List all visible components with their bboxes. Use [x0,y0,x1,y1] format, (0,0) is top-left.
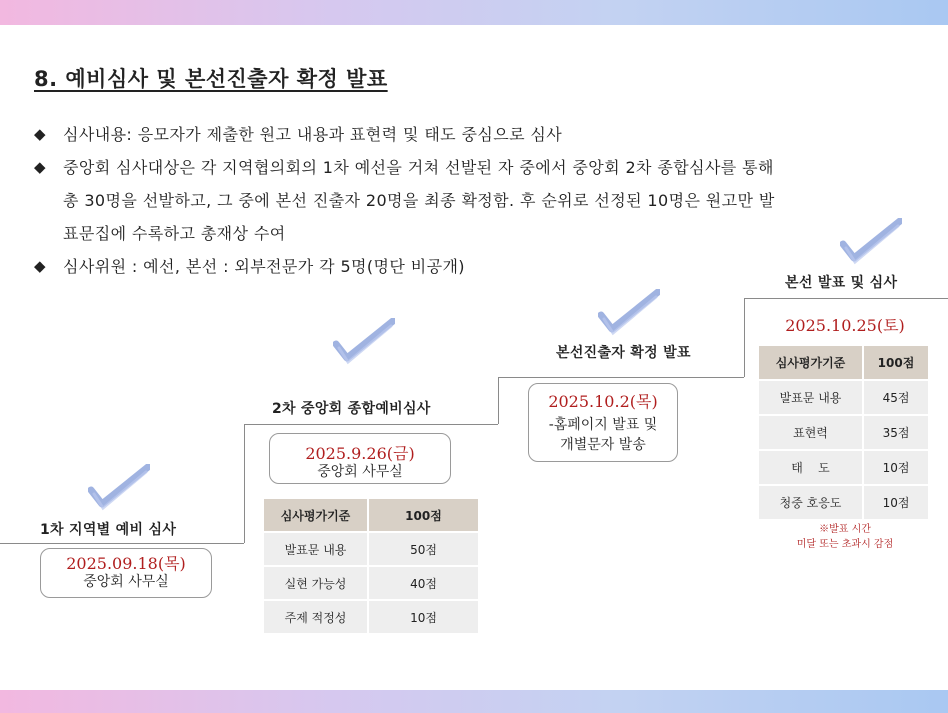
table-header-cell: 심사평가기준 [263,498,368,532]
bullet-item [34,151,914,250]
bottom-gradient-band [0,690,948,713]
stair-line [744,298,745,377]
table-cell: 실현 가능성 [263,566,368,600]
table-row [758,415,929,450]
diamond-icon: ◆ [34,158,46,176]
step4-note-line2: 미달 또는 초과시 감점 [796,539,894,550]
stair-line [0,543,244,544]
stair-line [498,377,744,378]
table-row [263,566,479,600]
check-icon [88,464,150,514]
table-cell: 태 도 [758,450,863,485]
table-cell: 10점 [863,450,929,485]
step3-title: 본선진출자 확정 발표 [556,345,691,361]
table-cell: 10점 [368,600,479,634]
stair-line [244,424,245,543]
step1-date: 2025.09.18(목) [66,554,186,573]
page-title: 8. 예비심사 및 본선진출자 확정 발표 [34,67,388,91]
step4-title: 본선 발표 및 심사 [785,275,898,291]
table-row [758,380,929,415]
check-icon [333,318,395,368]
table-header-cell: 100점 [863,345,929,380]
table-cell: 45점 [863,380,929,415]
table-cell: 35점 [863,415,929,450]
table-row [758,485,929,520]
step3-date: 2025.10.2(목) [548,392,658,411]
stair-line [744,298,948,299]
step4-date: 2025.10.25(토) [785,316,905,335]
stair-line [498,377,499,424]
step2-date: 2025.9.26(금) [305,444,415,463]
step1-title: 1차 지역별 예비 심사 [40,522,177,538]
top-gradient-band [0,0,948,25]
table-cell: 발표문 내용 [263,532,368,566]
bullet-text: 표문집에 수록하고 총재상 수여 [63,224,286,243]
table-cell: 발표문 내용 [758,380,863,415]
step4-note-line1: ※발표 시간 [819,524,871,535]
diamond-icon: ◆ [34,257,46,275]
stair-line [244,424,498,425]
table-cell: 10점 [863,485,929,520]
check-icon [840,218,902,268]
table-cell: 주제 적정성 [263,600,368,634]
step1-place: 중앙회 사무실 [83,574,169,590]
step3-line1: -홈페이지 발표 및 [548,417,658,433]
table-row [263,532,479,566]
bullet-text: 심사위원 : 예선, 본선 : 외부전문가 각 5명(명단 비공개) [63,257,465,276]
table-header-cell: 100점 [368,498,479,532]
step2-place: 중앙회 사무실 [317,464,403,480]
table-row [758,450,929,485]
diamond-icon: ◆ [34,125,46,143]
table-row [263,600,479,634]
table-cell: 50점 [368,532,479,566]
step2-title: 2차 중앙회 종합예비심사 [272,401,431,417]
step2-criteria-table [262,497,480,635]
bullet-item [34,250,914,283]
table-header-row [758,345,929,380]
bullet-text: 총 30명을 선발하고, 그 중에 본선 진출자 20명을 최종 확정함. 후 순위로 선정된 10명은 원고만 발 [63,191,775,210]
step4-criteria-table [757,344,930,521]
table-header-cell: 심사평가기준 [758,345,863,380]
check-icon [598,289,660,339]
table-cell: 40점 [368,566,479,600]
bullet-text: 심사내용: 응모자가 제출한 원고 내용과 표현력 및 태도 중심으로 심사 [63,125,563,144]
table-header-row [263,498,479,532]
step3-line2: 개별문자 발송 [560,437,646,453]
bullet-text: 중앙회 심사대상은 각 지역협의회의 1차 예선을 거쳐 선발된 자 중에서 중앙회 2차 종합심사를 통해 [63,158,774,177]
bullet-item [34,118,914,151]
table-cell: 표현력 [758,415,863,450]
bullet-list [34,118,914,283]
table-cell: 청중 호응도 [758,485,863,520]
